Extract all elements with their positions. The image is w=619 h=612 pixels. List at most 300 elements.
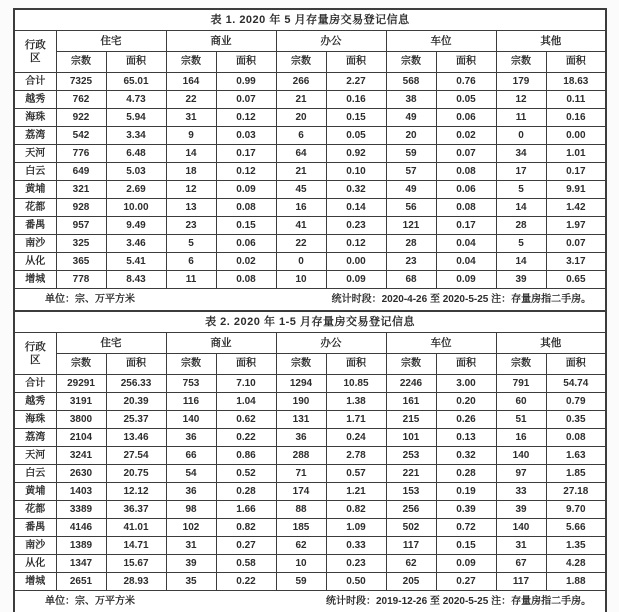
value-cell: 1.21 bbox=[326, 483, 386, 501]
value-cell: 5.66 bbox=[546, 519, 606, 537]
district-cell: 从化 bbox=[14, 555, 56, 573]
value-cell: 321 bbox=[56, 181, 106, 199]
value-cell: 2104 bbox=[56, 429, 106, 447]
stock-housing-table-may bbox=[13, 8, 607, 312]
value-cell: 0.82 bbox=[216, 519, 276, 537]
value-cell: 4146 bbox=[56, 519, 106, 537]
value-cell: 41.01 bbox=[106, 519, 166, 537]
subheader-count: 宗数 bbox=[496, 52, 546, 73]
value-cell: 20.75 bbox=[106, 465, 166, 483]
value-cell: 0.04 bbox=[436, 235, 496, 253]
category-header-row bbox=[14, 31, 606, 52]
value-cell: 101 bbox=[386, 429, 436, 447]
value-cell: 60 bbox=[496, 393, 546, 411]
subheader-area: 面积 bbox=[326, 354, 386, 375]
value-cell: 0.06 bbox=[436, 181, 496, 199]
value-cell: 0.09 bbox=[436, 271, 496, 289]
category-office: 办公 bbox=[276, 333, 386, 354]
value-cell: 1.38 bbox=[326, 393, 386, 411]
value-cell: 5.94 bbox=[106, 109, 166, 127]
footer-period-note: 统计时段：2020-4-26 至 2020-5-25 注：存量房指二手房。 bbox=[331, 293, 592, 305]
table-row bbox=[14, 73, 606, 91]
value-cell: 66 bbox=[166, 447, 216, 465]
value-cell: 0.26 bbox=[436, 411, 496, 429]
subheader-row bbox=[14, 354, 606, 375]
value-cell: 2246 bbox=[386, 375, 436, 393]
footer-unit-note: 单位：宗、万平方米 bbox=[45, 293, 135, 305]
value-cell: 7.10 bbox=[216, 375, 276, 393]
value-cell: 0.12 bbox=[326, 235, 386, 253]
value-cell: 0.15 bbox=[436, 537, 496, 555]
value-cell: 0.50 bbox=[326, 573, 386, 591]
value-cell: 10.85 bbox=[326, 375, 386, 393]
value-cell: 56 bbox=[386, 199, 436, 217]
value-cell: 0.65 bbox=[546, 271, 606, 289]
value-cell: 64 bbox=[276, 145, 326, 163]
row-header-district bbox=[14, 333, 56, 375]
value-cell: 776 bbox=[56, 145, 106, 163]
value-cell: 140 bbox=[496, 519, 546, 537]
value-cell: 0.02 bbox=[216, 253, 276, 271]
value-cell: 10 bbox=[276, 271, 326, 289]
value-cell: 131 bbox=[276, 411, 326, 429]
table-row bbox=[14, 253, 606, 271]
value-cell: 1389 bbox=[56, 537, 106, 555]
category-parking: 车位 bbox=[386, 333, 496, 354]
value-cell: 102 bbox=[166, 519, 216, 537]
table-row bbox=[14, 483, 606, 501]
value-cell: 3.34 bbox=[106, 127, 166, 145]
value-cell: 0.99 bbox=[216, 73, 276, 91]
value-cell: 0.05 bbox=[436, 91, 496, 109]
value-cell: 67 bbox=[496, 555, 546, 573]
value-cell: 0.86 bbox=[216, 447, 276, 465]
district-cell: 黄埔 bbox=[14, 181, 56, 199]
value-cell: 14 bbox=[496, 199, 546, 217]
subheader-area: 面积 bbox=[546, 354, 606, 375]
value-cell: 1.97 bbox=[546, 217, 606, 235]
value-cell: 9.49 bbox=[106, 217, 166, 235]
table-row bbox=[14, 127, 606, 145]
table-row bbox=[14, 91, 606, 109]
value-cell: 0.14 bbox=[326, 199, 386, 217]
value-cell: 0.16 bbox=[546, 109, 606, 127]
subheader-area: 面积 bbox=[326, 52, 386, 73]
value-cell: 1.88 bbox=[546, 573, 606, 591]
value-cell: 14 bbox=[496, 253, 546, 271]
value-cell: 0.04 bbox=[436, 253, 496, 271]
row-header-district bbox=[14, 31, 56, 73]
value-cell: 49 bbox=[386, 109, 436, 127]
value-cell: 0.24 bbox=[326, 429, 386, 447]
value-cell: 121 bbox=[386, 217, 436, 235]
value-cell: 3.17 bbox=[546, 253, 606, 271]
table-body bbox=[14, 73, 606, 289]
table-row bbox=[14, 271, 606, 289]
value-cell: 116 bbox=[166, 393, 216, 411]
value-cell: 31 bbox=[166, 537, 216, 555]
subheader-count: 宗数 bbox=[276, 354, 326, 375]
value-cell: 6.48 bbox=[106, 145, 166, 163]
value-cell: 28 bbox=[496, 217, 546, 235]
category-office: 办公 bbox=[276, 31, 386, 52]
value-cell: 0.32 bbox=[326, 181, 386, 199]
value-cell: 922 bbox=[56, 109, 106, 127]
value-cell: 0.28 bbox=[436, 465, 496, 483]
value-cell: 0.19 bbox=[436, 483, 496, 501]
value-cell: 0.76 bbox=[436, 73, 496, 91]
value-cell: 5 bbox=[496, 181, 546, 199]
value-cell: 1403 bbox=[56, 483, 106, 501]
value-cell: 1.63 bbox=[546, 447, 606, 465]
value-cell: 649 bbox=[56, 163, 106, 181]
value-cell: 59 bbox=[276, 573, 326, 591]
table-body bbox=[14, 375, 606, 591]
table-row bbox=[14, 217, 606, 235]
value-cell: 266 bbox=[276, 73, 326, 91]
value-cell: 117 bbox=[496, 573, 546, 591]
value-cell: 54 bbox=[166, 465, 216, 483]
value-cell: 2651 bbox=[56, 573, 106, 591]
value-cell: 0.08 bbox=[436, 163, 496, 181]
value-cell: 0.11 bbox=[546, 91, 606, 109]
district-cell: 越秀 bbox=[14, 91, 56, 109]
value-cell: 23 bbox=[386, 253, 436, 271]
row-header-line1: 行政 bbox=[24, 39, 46, 52]
value-cell: 0.82 bbox=[326, 501, 386, 519]
value-cell: 0.17 bbox=[216, 145, 276, 163]
value-cell: 0.13 bbox=[436, 429, 496, 447]
value-cell: 29291 bbox=[56, 375, 106, 393]
value-cell: 34 bbox=[496, 145, 546, 163]
district-cell: 番禺 bbox=[14, 519, 56, 537]
value-cell: 1.42 bbox=[546, 199, 606, 217]
value-cell: 11 bbox=[496, 109, 546, 127]
value-cell: 0.15 bbox=[216, 217, 276, 235]
value-cell: 0.09 bbox=[326, 271, 386, 289]
table-footer-row bbox=[14, 591, 606, 612]
value-cell: 0.62 bbox=[216, 411, 276, 429]
subheader-count: 宗数 bbox=[56, 52, 106, 73]
value-cell: 256 bbox=[386, 501, 436, 519]
table-title-row bbox=[14, 311, 606, 333]
district-cell: 海珠 bbox=[14, 109, 56, 127]
value-cell: 0.12 bbox=[216, 109, 276, 127]
value-cell: 791 bbox=[496, 375, 546, 393]
subheader-area: 面积 bbox=[436, 354, 496, 375]
value-cell: 3800 bbox=[56, 411, 106, 429]
value-cell: 190 bbox=[276, 393, 326, 411]
value-cell: 1.04 bbox=[216, 393, 276, 411]
district-cell: 花都 bbox=[14, 199, 56, 217]
district-cell: 从化 bbox=[14, 253, 56, 271]
value-cell: 28 bbox=[386, 235, 436, 253]
value-cell: 0.35 bbox=[546, 411, 606, 429]
footer-period-note: 统计时段：2019-12-26 至 2020-5-25 注：存量房指二手房。 bbox=[326, 595, 592, 607]
value-cell: 762 bbox=[56, 91, 106, 109]
value-cell: 21 bbox=[276, 91, 326, 109]
subheader-count: 宗数 bbox=[276, 52, 326, 73]
district-cell: 增城 bbox=[14, 271, 56, 289]
table-row bbox=[14, 573, 606, 591]
value-cell: 3241 bbox=[56, 447, 106, 465]
subheader-area: 面积 bbox=[436, 52, 496, 73]
district-cell: 增城 bbox=[14, 573, 56, 591]
table-title: 表 2. 2020 年 1-5 月存量房交易登记信息 bbox=[14, 311, 606, 333]
value-cell: 0.39 bbox=[436, 501, 496, 519]
district-cell: 番禺 bbox=[14, 217, 56, 235]
value-cell: 13.46 bbox=[106, 429, 166, 447]
value-cell: 2630 bbox=[56, 465, 106, 483]
value-cell: 65.01 bbox=[106, 73, 166, 91]
value-cell: 0.08 bbox=[216, 199, 276, 217]
value-cell: 57 bbox=[386, 163, 436, 181]
value-cell: 0.07 bbox=[216, 91, 276, 109]
value-cell: 45 bbox=[276, 181, 326, 199]
value-cell: 0.06 bbox=[216, 235, 276, 253]
value-cell: 288 bbox=[276, 447, 326, 465]
value-cell: 41 bbox=[276, 217, 326, 235]
value-cell: 97 bbox=[496, 465, 546, 483]
value-cell: 10.00 bbox=[106, 199, 166, 217]
value-cell: 185 bbox=[276, 519, 326, 537]
value-cell: 0.08 bbox=[436, 199, 496, 217]
value-cell: 5 bbox=[496, 235, 546, 253]
value-cell: 0.20 bbox=[436, 393, 496, 411]
subheader-count: 宗数 bbox=[166, 52, 216, 73]
value-cell: 27.54 bbox=[106, 447, 166, 465]
value-cell: 36 bbox=[276, 429, 326, 447]
category-other: 其他 bbox=[496, 31, 606, 52]
table-row bbox=[14, 555, 606, 573]
subheader-count: 宗数 bbox=[386, 354, 436, 375]
table-row bbox=[14, 199, 606, 217]
category-residential: 住宅 bbox=[56, 333, 166, 354]
district-cell: 花都 bbox=[14, 501, 56, 519]
table-row bbox=[14, 501, 606, 519]
value-cell: 0.09 bbox=[436, 555, 496, 573]
value-cell: 153 bbox=[386, 483, 436, 501]
value-cell: 0.16 bbox=[326, 91, 386, 109]
value-cell: 3389 bbox=[56, 501, 106, 519]
table-row bbox=[14, 109, 606, 127]
value-cell: 14.71 bbox=[106, 537, 166, 555]
value-cell: 0.52 bbox=[216, 465, 276, 483]
value-cell: 0.10 bbox=[326, 163, 386, 181]
value-cell: 1294 bbox=[276, 375, 326, 393]
value-cell: 16 bbox=[496, 429, 546, 447]
value-cell: 0.06 bbox=[436, 109, 496, 127]
district-cell: 越秀 bbox=[14, 393, 56, 411]
value-cell: 36 bbox=[166, 483, 216, 501]
value-cell: 140 bbox=[166, 411, 216, 429]
value-cell: 31 bbox=[166, 109, 216, 127]
value-cell: 7325 bbox=[56, 73, 106, 91]
value-cell: 0.08 bbox=[216, 271, 276, 289]
value-cell: 36 bbox=[166, 429, 216, 447]
value-cell: 27.18 bbox=[546, 483, 606, 501]
value-cell: 54.74 bbox=[546, 375, 606, 393]
value-cell: 33 bbox=[496, 483, 546, 501]
value-cell: 0.00 bbox=[326, 253, 386, 271]
value-cell: 5 bbox=[166, 235, 216, 253]
value-cell: 778 bbox=[56, 271, 106, 289]
value-cell: 51 bbox=[496, 411, 546, 429]
value-cell: 117 bbox=[386, 537, 436, 555]
value-cell: 35 bbox=[166, 573, 216, 591]
value-cell: 20 bbox=[276, 109, 326, 127]
value-cell: 0.22 bbox=[216, 573, 276, 591]
value-cell: 928 bbox=[56, 199, 106, 217]
district-cell: 海珠 bbox=[14, 411, 56, 429]
value-cell: 10 bbox=[276, 555, 326, 573]
subheader-area: 面积 bbox=[106, 52, 166, 73]
value-cell: 179 bbox=[496, 73, 546, 91]
category-other: 其他 bbox=[496, 333, 606, 354]
value-cell: 15.67 bbox=[106, 555, 166, 573]
stock-housing-table-jan-may bbox=[13, 310, 607, 612]
value-cell: 28.93 bbox=[106, 573, 166, 591]
table-row bbox=[14, 537, 606, 555]
value-cell: 4.28 bbox=[546, 555, 606, 573]
category-commercial: 商业 bbox=[166, 31, 276, 52]
table-row bbox=[14, 465, 606, 483]
value-cell: 0.12 bbox=[216, 163, 276, 181]
value-cell: 3.00 bbox=[436, 375, 496, 393]
value-cell: 1.01 bbox=[546, 145, 606, 163]
table-row bbox=[14, 145, 606, 163]
value-cell: 22 bbox=[276, 235, 326, 253]
value-cell: 256.33 bbox=[106, 375, 166, 393]
value-cell: 174 bbox=[276, 483, 326, 501]
value-cell: 0.72 bbox=[436, 519, 496, 537]
value-cell: 0.17 bbox=[436, 217, 496, 235]
row-header-line2: 区 bbox=[30, 51, 41, 64]
value-cell: 2.27 bbox=[326, 73, 386, 91]
table-row bbox=[14, 411, 606, 429]
value-cell: 12 bbox=[166, 181, 216, 199]
subheader-area: 面积 bbox=[106, 354, 166, 375]
value-cell: 0.32 bbox=[436, 447, 496, 465]
value-cell: 39 bbox=[166, 555, 216, 573]
value-cell: 568 bbox=[386, 73, 436, 91]
value-cell: 9.70 bbox=[546, 501, 606, 519]
value-cell: 20.39 bbox=[106, 393, 166, 411]
district-cell: 合计 bbox=[14, 73, 56, 91]
value-cell: 0.15 bbox=[326, 109, 386, 127]
table-row bbox=[14, 519, 606, 537]
value-cell: 12.12 bbox=[106, 483, 166, 501]
value-cell: 365 bbox=[56, 253, 106, 271]
value-cell: 0.09 bbox=[216, 181, 276, 199]
value-cell: 0.27 bbox=[436, 573, 496, 591]
value-cell: 18.63 bbox=[546, 73, 606, 91]
value-cell: 1.35 bbox=[546, 537, 606, 555]
district-cell: 白云 bbox=[14, 163, 56, 181]
value-cell: 253 bbox=[386, 447, 436, 465]
value-cell: 71 bbox=[276, 465, 326, 483]
value-cell: 1.66 bbox=[216, 501, 276, 519]
value-cell: 502 bbox=[386, 519, 436, 537]
value-cell: 38 bbox=[386, 91, 436, 109]
row-header-line1: 行政 bbox=[24, 341, 46, 354]
value-cell: 0.07 bbox=[546, 235, 606, 253]
table-row bbox=[14, 181, 606, 199]
value-cell: 12 bbox=[496, 91, 546, 109]
value-cell: 22 bbox=[166, 91, 216, 109]
value-cell: 0.02 bbox=[436, 127, 496, 145]
value-cell: 9 bbox=[166, 127, 216, 145]
value-cell: 205 bbox=[386, 573, 436, 591]
value-cell: 3191 bbox=[56, 393, 106, 411]
value-cell: 1.09 bbox=[326, 519, 386, 537]
table-row bbox=[14, 393, 606, 411]
subheader-row bbox=[14, 52, 606, 73]
value-cell: 0.23 bbox=[326, 217, 386, 235]
value-cell: 49 bbox=[386, 181, 436, 199]
value-cell: 0.17 bbox=[546, 163, 606, 181]
value-cell: 3.46 bbox=[106, 235, 166, 253]
value-cell: 164 bbox=[166, 73, 216, 91]
value-cell: 0.07 bbox=[436, 145, 496, 163]
category-residential: 住宅 bbox=[56, 31, 166, 52]
value-cell: 0.08 bbox=[546, 429, 606, 447]
value-cell: 0 bbox=[496, 127, 546, 145]
value-cell: 161 bbox=[386, 393, 436, 411]
value-cell: 0.23 bbox=[326, 555, 386, 573]
value-cell: 6 bbox=[166, 253, 216, 271]
subheader-area: 面积 bbox=[216, 52, 276, 73]
value-cell: 11 bbox=[166, 271, 216, 289]
district-cell: 荔湾 bbox=[14, 429, 56, 447]
value-cell: 39 bbox=[496, 271, 546, 289]
subheader-count: 宗数 bbox=[56, 354, 106, 375]
value-cell: 0.28 bbox=[216, 483, 276, 501]
value-cell: 221 bbox=[386, 465, 436, 483]
subheader-count: 宗数 bbox=[166, 354, 216, 375]
value-cell: 23 bbox=[166, 217, 216, 235]
value-cell: 1347 bbox=[56, 555, 106, 573]
row-header-line2: 区 bbox=[30, 353, 41, 366]
value-cell: 0.33 bbox=[326, 537, 386, 555]
table-title-row bbox=[14, 9, 606, 31]
table-title: 表 1. 2020 年 5 月存量房交易登记信息 bbox=[14, 9, 606, 31]
value-cell: 13 bbox=[166, 199, 216, 217]
value-cell: 68 bbox=[386, 271, 436, 289]
table-footer-row bbox=[14, 289, 606, 312]
value-cell: 5.41 bbox=[106, 253, 166, 271]
district-cell: 黄埔 bbox=[14, 483, 56, 501]
table-row bbox=[14, 447, 606, 465]
category-commercial: 商业 bbox=[166, 333, 276, 354]
value-cell: 59 bbox=[386, 145, 436, 163]
value-cell: 0.22 bbox=[216, 429, 276, 447]
table-row bbox=[14, 235, 606, 253]
category-parking: 车位 bbox=[386, 31, 496, 52]
district-cell: 荔湾 bbox=[14, 127, 56, 145]
value-cell: 9.91 bbox=[546, 181, 606, 199]
value-cell: 1.71 bbox=[326, 411, 386, 429]
value-cell: 2.78 bbox=[326, 447, 386, 465]
district-cell: 南沙 bbox=[14, 235, 56, 253]
table-row bbox=[14, 163, 606, 181]
value-cell: 39 bbox=[496, 501, 546, 519]
value-cell: 88 bbox=[276, 501, 326, 519]
value-cell: 0.00 bbox=[546, 127, 606, 145]
value-cell: 8.43 bbox=[106, 271, 166, 289]
value-cell: 0.79 bbox=[546, 393, 606, 411]
value-cell: 325 bbox=[56, 235, 106, 253]
